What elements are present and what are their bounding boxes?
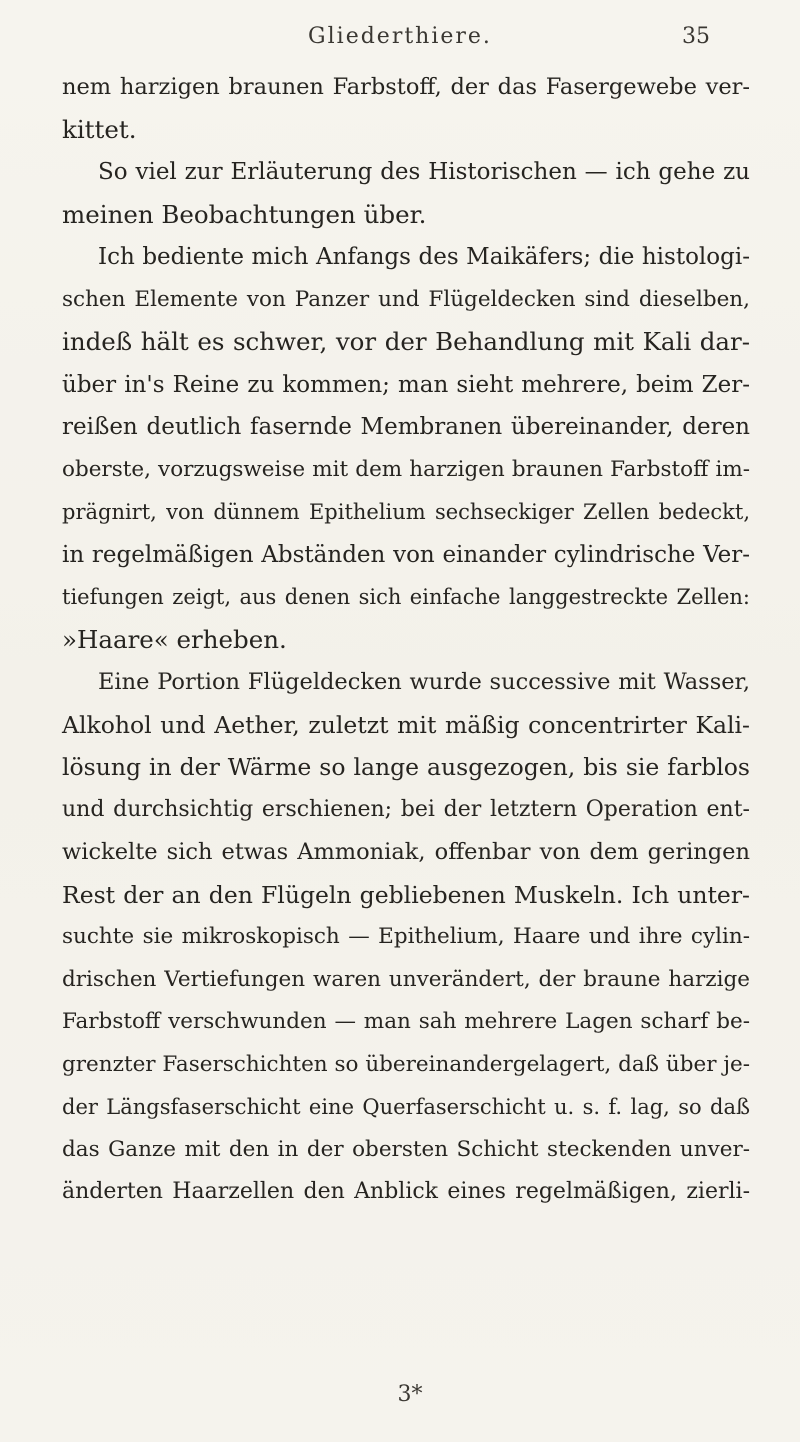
text-line: reißen deutlich fasernde Membranen übereinander, deren — [62, 414, 750, 440]
text-line: Ich bediente mich Anfangs des Maikäfers; die histologi- — [98, 244, 750, 270]
text-line: So viel zur Erläuterung des Historischen — ich gehe zu — [98, 159, 750, 185]
running-head: Gliederthiere. — [308, 24, 492, 49]
page-number: 35 — [682, 24, 710, 49]
text-line: Rest der an den Flügeln gebliebenen Muskeln. Ich unter- — [62, 880, 750, 909]
text-line: Alkohol und Aether, zuletzt mit mäßig concentrirter Kali- — [62, 710, 750, 739]
text-line: suchte sie mikroskopisch — Epithelium, Haare und ihre cylin- — [62, 924, 750, 949]
text-line: grenzter Faserschichten so übereinandergelagert, daß über je- — [62, 1051, 750, 1077]
text-line: über in's Reine zu kommen; man sieht mehrere, beim Zer- — [62, 371, 750, 398]
text-line: der Längsfaserschicht eine Querfaserschicht u. s. f. lag, so daß — [62, 1095, 750, 1119]
text-line: prägnirt, von dünnem Epithelium sechseckiger Zellen bedeckt, — [62, 500, 750, 524]
text-line: indeß hält es schwer, vor der Behandlung mit Kali dar- — [62, 327, 750, 356]
text-line: nem harzigen braunen Farbstoff, der das Fasergewebe ver- — [62, 74, 750, 100]
page-header — [0, 18, 800, 58]
text-line: in regelmäßigen Abständen von einander cylindrische Ver- — [62, 541, 750, 568]
text-line: lösung in der Wärme so lange ausgezogen, bis sie farblos — [62, 753, 750, 781]
text-line: schen Elemente von Panzer und Flügeldecken sind dieselben, — [62, 286, 750, 312]
text-line: und durchsichtig erschienen; bei der letztern Operation ent- — [62, 796, 750, 822]
text-line: meinen Beobachtungen über. — [62, 199, 427, 229]
text-line: oberste, vorzugsweise mit dem harzigen braunen Farbstoff im- — [62, 456, 750, 482]
text-line: tiefungen zeigt, aus denen sich einfache langgestreckte Zellen: — [62, 585, 750, 609]
text-line: kittet. — [62, 114, 137, 144]
text-line: das Ganze mit den in der obersten Schicht steckenden unver- — [62, 1136, 750, 1162]
text-line: Farbstoff verschwunden — man sah mehrere Lagen scharf be- — [62, 1009, 750, 1034]
signature-mark: 3* — [397, 1382, 423, 1407]
body-text — [62, 66, 750, 1214]
text-line: »Haare« erheben. — [62, 624, 287, 654]
text-line: drischen Vertiefungen waren unverändert, der braune harzige — [62, 966, 750, 992]
text-line: wickelte sich etwas Ammoniak, offenbar von dem geringen — [62, 839, 750, 865]
text-line: Eine Portion Flügeldecken wurde successive mit Wasser, — [98, 669, 750, 695]
text-line: änderten Haarzellen den Anblick eines regelmäßigen, zierli- — [62, 1179, 750, 1204]
